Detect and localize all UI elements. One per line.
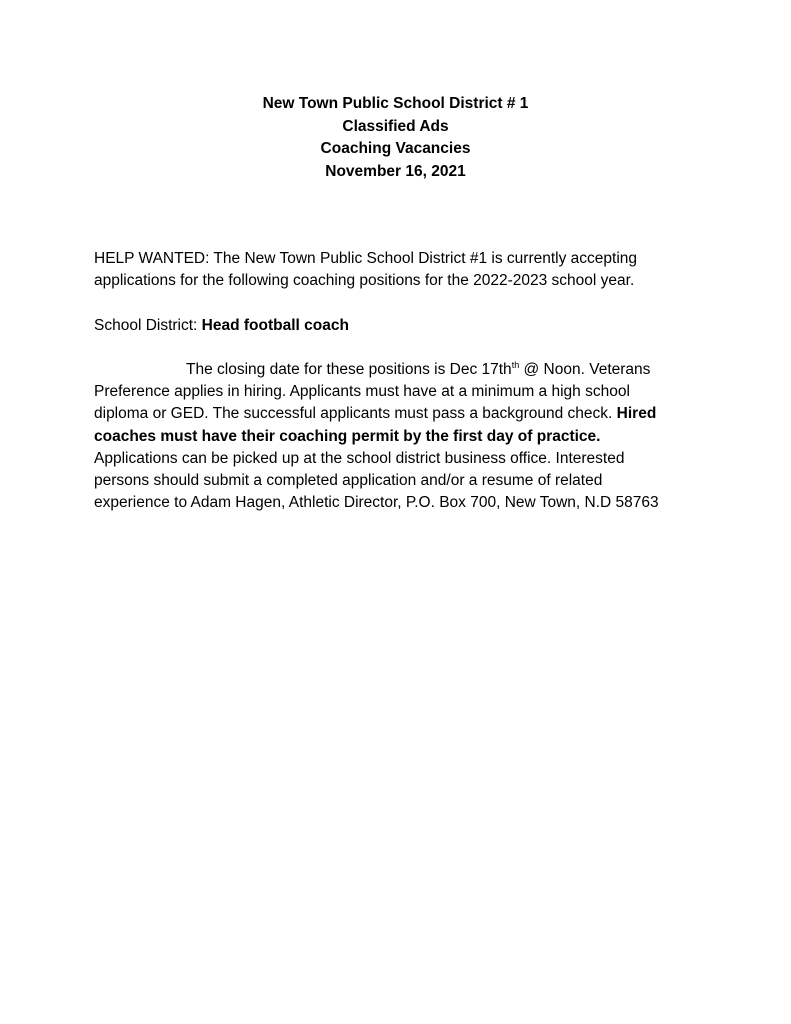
closing-line-5: Applications can be picked up at the school district business office. Interested [94,449,625,467]
permit-requirement-text: coaches must have their coaching permit by the first day of practice. [94,427,601,445]
closing-date-text: The closing date for these positions is Dec 17th [186,361,512,378]
district-title: New Town Public School District # 1 [262,95,529,112]
closing-paragraph [94,359,714,514]
permit-requirement-start: Hired [616,405,657,423]
closing-line-2: Preference applies in hiring. Applicants must have at a minimum a high school [94,383,630,401]
school-district-label: School District: [94,317,202,334]
closing-line-6: persons should submit a completed application and/or a resume of related [94,472,603,490]
help-wanted-line-1: HELP WANTED: The New Town Public School District #1 is currently accepting [94,250,637,267]
closing-line-4 [94,426,714,448]
closing-line-1 [94,359,714,381]
document-heading [0,93,791,183]
ad-category: Classified Ads [342,117,449,135]
help-wanted-line-2: applications for the following coaching positions for the 2022-2023 school year. [94,272,635,290]
closing-line-7: experience to Adam Hagen, Athletic Director, P.O. Box 700, New Town, N.D 58763 [94,494,659,512]
requirements-text: diploma or GED. The successful applicants must pass a background check. [94,405,617,423]
position-title: Head football coach [201,317,349,334]
ordinal-superscript: th [511,359,520,370]
school-district-line [94,315,714,337]
closing-line-3 [94,403,714,425]
ad-subject: Coaching Vacancies [320,140,471,157]
help-wanted-paragraph [94,248,714,292]
closing-time-text: @ Noon. Veterans [519,361,651,378]
ad-date: November 16, 2021 [325,162,466,180]
